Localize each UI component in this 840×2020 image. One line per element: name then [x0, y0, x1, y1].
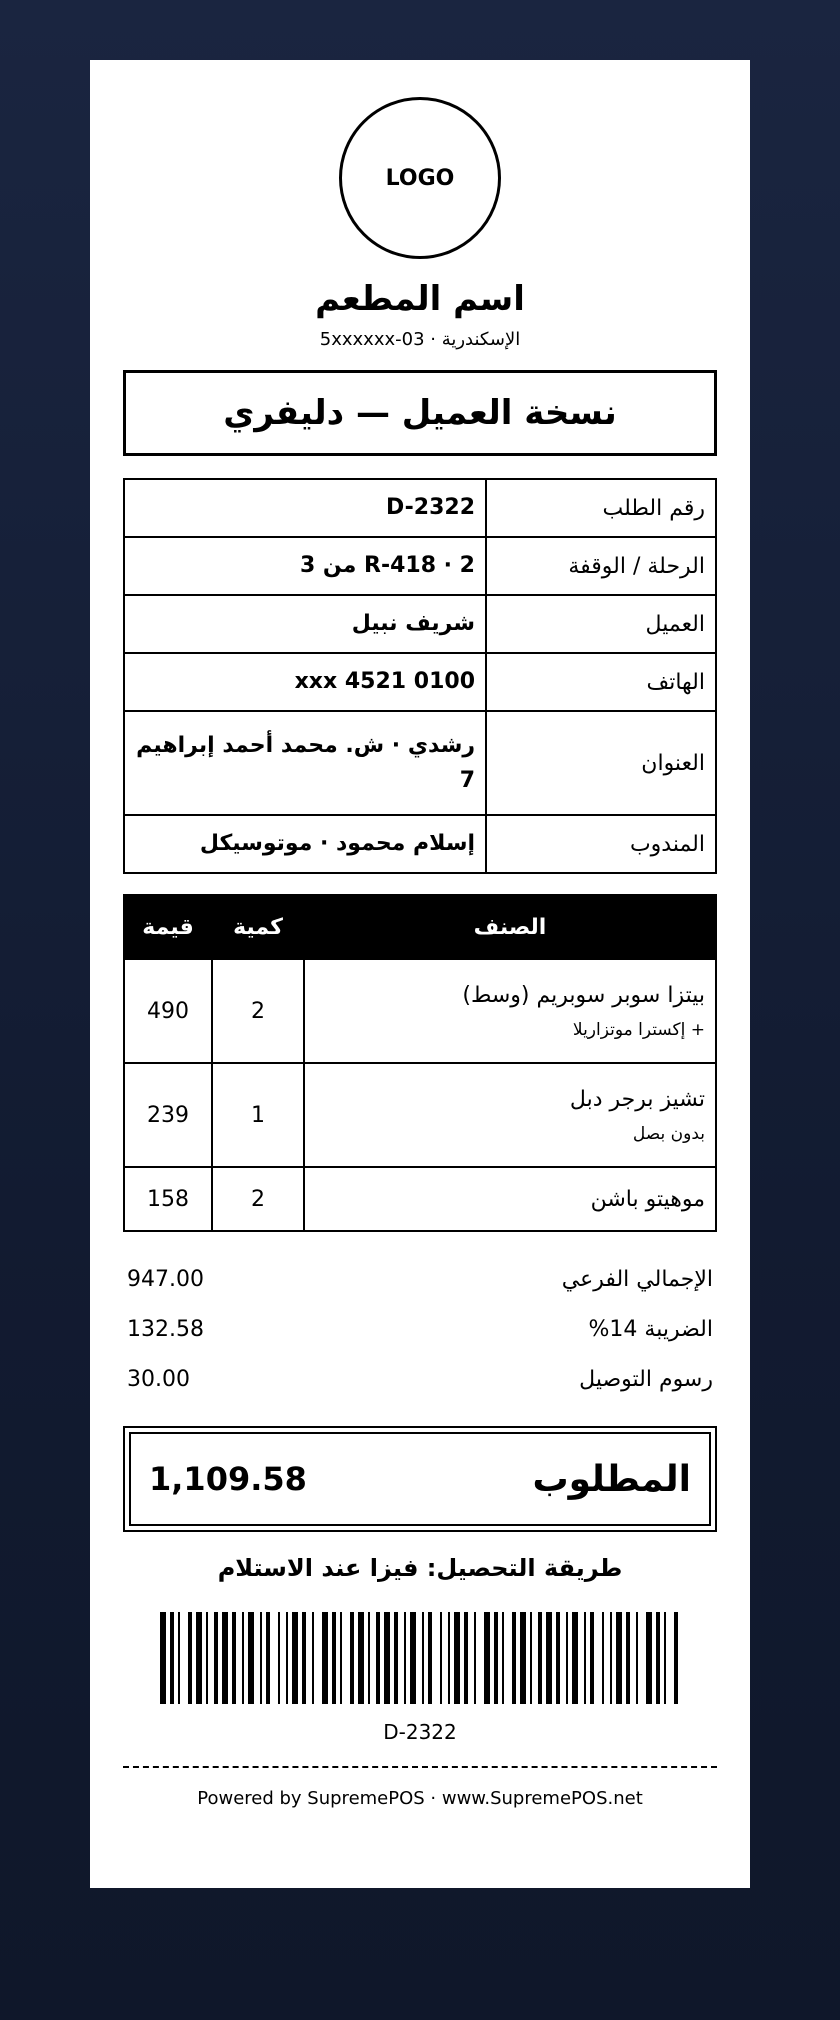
barcode-bar [384, 1612, 390, 1704]
barcode-bar [626, 1612, 630, 1704]
barcode-bar [646, 1612, 652, 1704]
barcode-bar [292, 1612, 298, 1704]
total-row-subtotal [123, 1254, 717, 1304]
item-name: تشيز برجر دبل [569, 1086, 705, 1112]
item-row [124, 1167, 716, 1231]
barcode-bar [656, 1612, 660, 1704]
barcode-bar [322, 1612, 328, 1704]
barcode-bar [464, 1612, 468, 1704]
barcode-bar [350, 1612, 354, 1704]
amount-due-box [123, 1426, 717, 1532]
info-value: R-418 · 2 من 3 [124, 537, 486, 595]
payment-method: طريقة التحصيل: فيزا عند الاستلام [217, 1554, 623, 1582]
barcode-bar [474, 1612, 476, 1704]
info-value: شريف نبيل [124, 595, 486, 653]
total-amount: 30.00 [127, 1366, 190, 1392]
item-qty: 2 [212, 959, 304, 1063]
item-value: 158 [124, 1167, 212, 1231]
barcode-bar [448, 1612, 450, 1704]
barcode-bar [188, 1612, 192, 1704]
copy-title-text: نسخة العميل — دليفري [223, 393, 617, 433]
copy-title [123, 370, 717, 456]
order-info-table [123, 478, 717, 874]
barcode-number: D-2322 [383, 1720, 457, 1744]
barcode-bar [590, 1612, 594, 1704]
barcode-bar [636, 1612, 638, 1704]
item-value: 490 [124, 959, 212, 1063]
barcode-bar [546, 1612, 552, 1704]
barcode-bar [610, 1612, 612, 1704]
barcode-bar [616, 1612, 622, 1704]
barcode-bar [278, 1612, 280, 1704]
barcode-bar [302, 1612, 306, 1704]
item-name-cell [304, 1063, 716, 1167]
barcode-bar [664, 1612, 666, 1704]
barcode-bar [206, 1612, 208, 1704]
barcode-bar [520, 1612, 526, 1704]
barcode-bar [242, 1612, 244, 1704]
barcode-bar [196, 1612, 202, 1704]
item-qty: 2 [212, 1167, 304, 1231]
barcode-bar [512, 1612, 516, 1704]
items-header-value: قيمة [124, 895, 212, 959]
info-row-address [124, 711, 716, 815]
info-row-order-number [124, 479, 716, 537]
barcode-bar [340, 1612, 342, 1704]
barcode-bar [566, 1612, 568, 1704]
barcode-bar [312, 1612, 314, 1704]
info-label: الهاتف [486, 653, 716, 711]
total-amount: 132.58 [127, 1316, 204, 1342]
barcode-bar [584, 1612, 586, 1704]
barcode-bar [178, 1612, 180, 1704]
barcode-bar [422, 1612, 424, 1704]
powered-by-footer: Powered by SupremePOS · www.SupremePOS.net [197, 1788, 643, 1809]
barcode-bar [266, 1612, 270, 1704]
barcode-bar [538, 1612, 542, 1704]
barcode-bar [674, 1612, 678, 1704]
amount-due-value: 1,109.58 [149, 1460, 307, 1498]
info-label: الرحلة / الوقفة [486, 537, 716, 595]
item-row [124, 1063, 716, 1167]
info-value: D-2322 [124, 479, 486, 537]
item-value: 239 [124, 1063, 212, 1167]
barcode-bar [368, 1612, 370, 1704]
amount-due-inner [129, 1432, 711, 1526]
barcode-bar [494, 1612, 498, 1704]
barcode-bar [232, 1612, 236, 1704]
barcode-bar [502, 1612, 504, 1704]
info-row-phone [124, 653, 716, 711]
barcode-bar [404, 1612, 406, 1704]
barcode-bar [602, 1612, 604, 1704]
barcode-bar [222, 1612, 228, 1704]
item-name: بيتزا سوبر سوبريم (وسط) [462, 982, 705, 1008]
logo [339, 97, 501, 259]
barcode-bar [170, 1612, 174, 1704]
total-row-tax [123, 1304, 717, 1354]
item-modifier: بدون بصل [632, 1123, 705, 1144]
barcode-bar [286, 1612, 288, 1704]
barcode-bar [214, 1612, 218, 1704]
total-label: رسوم التوصيل [579, 1366, 713, 1392]
item-qty: 1 [212, 1063, 304, 1167]
info-label: رقم الطلب [486, 479, 716, 537]
items-table [123, 894, 717, 1232]
barcode-bar [556, 1612, 560, 1704]
barcode-bar [484, 1612, 490, 1704]
total-label: الإجمالي الفرعي [561, 1266, 713, 1292]
barcode-bar [410, 1612, 416, 1704]
info-value: 0100 4521 xxx [124, 653, 486, 711]
barcode-bar [160, 1612, 166, 1704]
total-amount: 947.00 [127, 1266, 204, 1292]
barcode-bar [332, 1612, 336, 1704]
info-label: العنوان [486, 711, 716, 815]
info-value: رشدي · ش. محمد أحمد إبراهيم 7 [124, 711, 486, 815]
barcode-bar [428, 1612, 432, 1704]
items-header-row [124, 895, 716, 959]
info-label: العميل [486, 595, 716, 653]
total-row-delivery [123, 1354, 717, 1404]
info-row-trip [124, 537, 716, 595]
barcode-bar [530, 1612, 532, 1704]
barcode-bar [248, 1612, 254, 1704]
item-modifier: + إكسترا موتزاريلا [572, 1019, 705, 1040]
item-row [124, 959, 716, 1063]
barcode-bar [260, 1612, 262, 1704]
items-header-name: الصنف [304, 895, 716, 959]
item-name: موهيتو باشن [590, 1186, 705, 1212]
receipt [90, 60, 750, 1888]
item-name-cell [304, 1167, 716, 1231]
logo-text: LOGO [385, 165, 455, 191]
amount-due-label: المطلوب [532, 1458, 691, 1500]
restaurant-location: الإسكندرية · 5xxxxxx-03 [319, 329, 521, 350]
restaurant-name: اسم المطعم [315, 279, 525, 319]
info-label: المندوب [486, 815, 716, 873]
item-name-cell [304, 959, 716, 1063]
info-row-courier [124, 815, 716, 873]
totals [123, 1254, 717, 1404]
dashed-divider [123, 1766, 717, 1768]
barcode-bar [454, 1612, 460, 1704]
barcode [160, 1612, 680, 1704]
info-row-customer [124, 595, 716, 653]
barcode-bar [572, 1612, 578, 1704]
barcode-bar [440, 1612, 442, 1704]
items-header-qty: كمية [212, 895, 304, 959]
barcode-bar [376, 1612, 380, 1704]
info-value: إسلام محمود · موتوسيكل [124, 815, 486, 873]
total-label: الضريبة 14% [588, 1316, 713, 1342]
barcode-bar [358, 1612, 364, 1704]
barcode-bar [394, 1612, 398, 1704]
